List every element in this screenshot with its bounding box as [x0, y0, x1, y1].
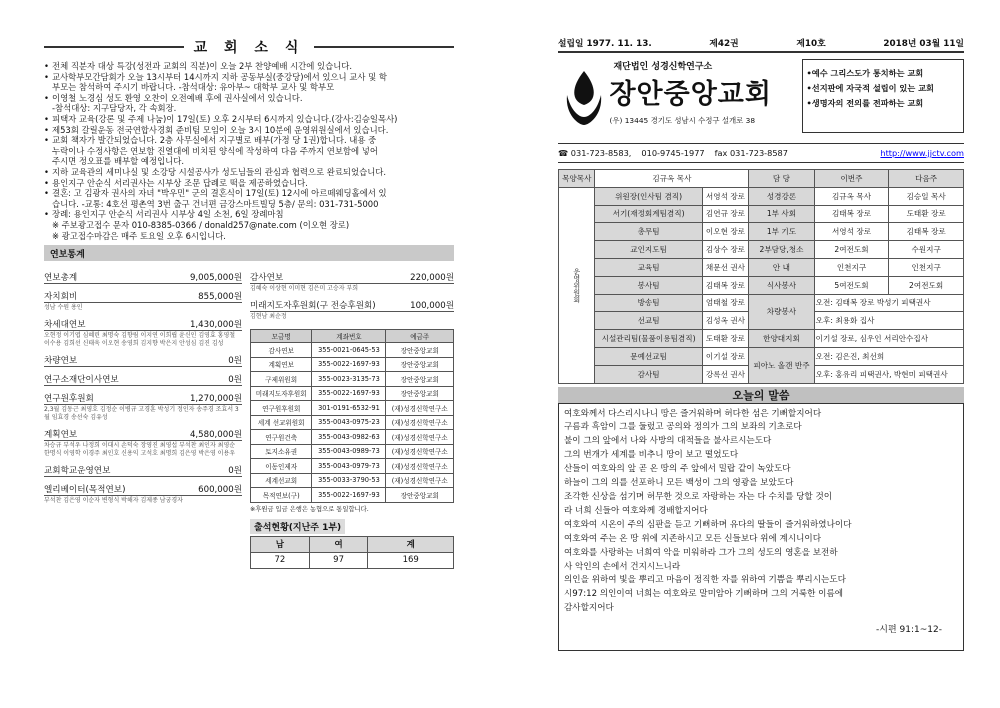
committee-member: 엄태철 장로	[702, 294, 749, 312]
news-item: • 장례: 용인지구 안순식 서리권사 시부상 4일 소천, 6일 장례마침	[44, 209, 454, 220]
account-cell: 토지소유권	[251, 444, 312, 459]
offering-label: 차량연보	[44, 356, 78, 367]
duty-next-week: 인천지구	[889, 258, 964, 276]
news-item: ※ 광고접수마감은 매주 토요일 오후 6시입니다.	[52, 230, 226, 241]
account-row	[251, 386, 454, 401]
vehicle-label: 차량봉사	[749, 294, 814, 330]
offering-label: 미래지도자후원회(구 전승후원회)	[250, 301, 376, 312]
committee-member: 강록선 권사	[702, 365, 749, 383]
attendance-value: 72	[251, 552, 310, 568]
account-table-header	[251, 330, 454, 343]
committee-role: 봉사팀	[595, 276, 702, 294]
news-item: • 용인지구 안순식 서리권사는 시부상 조문 답례로 떡을 제공하였습니다.	[44, 178, 454, 189]
offering-amount: 220,000원	[410, 273, 454, 284]
church-name: 장안중앙교회	[609, 79, 772, 110]
offering-label: 교회학교운영연보	[44, 466, 111, 477]
divider	[44, 46, 184, 48]
offering-label: 엘리베이터(목적연보)	[44, 485, 126, 496]
verse-line: 여호와여 주는 온 땅 위에 지존하시고 모든 신들보다 위에 계시니이다	[564, 533, 822, 544]
offering-row	[250, 271, 454, 284]
committee-role: 선교팀	[595, 312, 702, 330]
left-page	[44, 36, 454, 569]
divider	[314, 46, 454, 48]
duty-next-week: 김승일 목사	[889, 187, 964, 205]
account-cell: (재)성경신학연구소	[386, 401, 454, 416]
staff-row	[559, 258, 964, 276]
account-cell: 세계선교회	[251, 473, 312, 488]
offering-donors: 2,3월 김동근 최영호 김정순 이병규 고경훈 박성기 정인자 송주경 조효서 3월 임효경 송선숙 김유성	[44, 406, 239, 422]
account-cell: (재)성경신학연구소	[386, 459, 454, 474]
offering-amount: 0원	[228, 466, 242, 477]
committee-label: 운영위원회	[559, 187, 595, 383]
next-week-label: 다음주	[889, 170, 964, 188]
offering-column-2-list	[250, 271, 454, 321]
offering-row	[44, 354, 242, 367]
offering-label: 자치회비	[44, 292, 78, 303]
account-column-header: 계좌번호	[312, 330, 386, 343]
this-week-label: 이번주	[814, 170, 889, 188]
offering-donors: 김현남 최순정	[250, 313, 287, 321]
church-logo	[558, 59, 609, 133]
todays-word-box	[558, 403, 964, 651]
account-row	[251, 372, 454, 387]
account-cell: 장안중앙교회	[386, 357, 454, 372]
staff-row	[559, 347, 964, 365]
committee-role: 방송팀	[595, 294, 702, 312]
todays-word-title: 오늘의 말씀	[558, 387, 964, 403]
account-column-header: 모금명	[251, 330, 312, 343]
account-cell: 연구원후원회	[251, 401, 312, 416]
right-page	[558, 36, 964, 651]
duty-next-week: 수원지구	[889, 241, 964, 259]
account-table	[250, 329, 454, 503]
account-cell: 장안중앙교회	[386, 372, 454, 387]
verse-line: 조각한 신상을 섬기며 허무한 것으로 자랑하는 자는 다 수치를 당할 것이	[564, 492, 833, 502]
offering-row	[44, 392, 242, 405]
duty-name: 1부 사회	[749, 205, 814, 223]
staff-row	[559, 170, 964, 188]
flower-label: 한양대지회	[749, 330, 814, 348]
account-row	[251, 473, 454, 488]
offering-amount: 1,270,000원	[189, 394, 242, 405]
vehicle-morning: 오전: 김태복 장로 박성기 피택권사	[814, 294, 963, 312]
news-item: • 피택자 교육(강론 및 주제 나눔)이 17일(토) 오후 2시부터 6시까지 있습니다.(강사:김승일목사)	[44, 114, 454, 125]
account-row	[251, 444, 454, 459]
verse-reference: -시편 91:1~12-	[876, 625, 942, 636]
offering-row	[44, 373, 242, 386]
duty-name: 성경강론	[749, 187, 814, 205]
staff-row	[559, 330, 964, 348]
offering-amount: 0원	[228, 375, 242, 386]
attendance-table	[250, 536, 454, 569]
offering-column-1	[44, 265, 242, 569]
offering-label: 계획연보	[44, 430, 78, 441]
account-cell: 장안중앙교회	[386, 386, 454, 401]
duty-name: 안 내	[749, 258, 814, 276]
committee-member: 서영석 장로	[702, 187, 749, 205]
masthead	[558, 59, 964, 133]
account-cell: 장안중앙교회	[386, 488, 454, 503]
committee-member: 김성옥 권사	[702, 312, 749, 330]
staff-row	[559, 276, 964, 294]
vehicle-afternoon: 오후: 최용화 집사	[814, 312, 963, 330]
news-item: • 제53회 갈릴운동 전국연합사경회 준비팀 모임이 오늘 3시 10분에 운영위원실에서 있습니다.	[44, 125, 454, 136]
motto-line: •생명자의 전의를 전파하는 교회	[806, 98, 924, 108]
committee-member: 이오현 장로	[702, 223, 749, 241]
account-row	[251, 401, 454, 416]
account-cell: 355-0022-1697-93	[312, 386, 386, 401]
church-address: (우) 13445 경기도 성남시 수정구 설개로 38	[609, 116, 756, 125]
account-row	[251, 430, 454, 445]
account-cell: 세계 선교위원회	[251, 415, 312, 430]
attendance-header-cell: 여	[309, 536, 368, 552]
news-item: 부모는 참석하여 주시기 바랍니다. -참석대상: 유아부~ 대학부 교사 및 학부모	[52, 82, 335, 93]
news-item: • 전체 직분자 대상 특강(성전과 교회의 직분)이 오늘 2부 찬양예배 시간에 있습니다.	[44, 61, 454, 72]
verse-list	[564, 408, 958, 617]
offering-amount: 600,000원	[198, 485, 242, 496]
verse-line: 감사할지어다	[564, 603, 614, 614]
attendance-header-cell: 계	[368, 536, 454, 552]
offering-label: 연보총계	[44, 273, 78, 284]
account-table-body	[251, 343, 454, 503]
verse-line: 여호와를 사랑하는 너희여 악을 미워하라 그가 그의 성도의 영혼을 보전하	[564, 547, 838, 558]
account-cell: 연구원건축	[251, 430, 312, 445]
duty-next-week: 도태환 장로	[889, 205, 964, 223]
news-item: • 이영철 노경심 성도 환영 오찬이 오전예배 후에 권사실에서 있습니다.	[44, 93, 454, 104]
offering-label: 차세대연보	[44, 320, 86, 331]
volume: 제42권	[709, 39, 739, 49]
duty-this-week: 김규옥 목사	[814, 187, 889, 205]
account-cell: 감사연보	[251, 343, 312, 358]
duty-next-week: 2여전도회	[889, 276, 964, 294]
staff-row	[559, 223, 964, 241]
duty-name: 식사봉사	[749, 276, 814, 294]
offering-label: 연구원후원회	[44, 394, 94, 405]
verse-line: 그의 번개가 세계를 비추니 땅이 보고 떨었도다	[564, 450, 739, 461]
duty-name: 2부담당,청소	[749, 241, 814, 259]
offering-row	[44, 290, 242, 303]
account-cell: 355-0021-0645-53	[312, 343, 386, 358]
duty-name: 1부 기도	[749, 223, 814, 241]
bulletin-header	[558, 36, 964, 53]
offering-donors: 부석찬 김은영 이순자 변형식 박해자 김제종 남궁경자	[44, 497, 183, 505]
pastor-name: 김규옥 목사	[595, 170, 749, 188]
offering-stats-title: 연보통계	[44, 245, 454, 261]
account-row	[251, 343, 454, 358]
news-item: • 지하 교육관의 세미나실 및 소강당 시설공사가 성도님들의 관심과 협력으로 완료되었습니다.	[44, 167, 454, 178]
news-item: 누락이나 수정사항은 연보함 진열대에 비치된 양식에 작성하여 다음 주까지 연보함에 넣어	[52, 145, 378, 156]
staff-row	[559, 187, 964, 205]
offering-donors: 김혜숙 이상현 이미현 김은미 고승자 부희	[250, 285, 359, 293]
duty-this-week: 인천지구	[814, 258, 889, 276]
account-cell: 목적연보(구)	[251, 488, 312, 503]
offering-row	[250, 299, 454, 312]
committee-member: 이기설 장로	[702, 347, 749, 365]
committee-member: 도태환 장로	[702, 330, 749, 348]
committee-role: 교육팀	[595, 258, 702, 276]
verse-line: 사 악인의 손에서 건지시느니라	[564, 561, 681, 572]
account-note: ※후원금 입금 은행은 농협으로 통일합니다.	[250, 505, 369, 513]
website-link[interactable]: http://www.jjctv.com	[880, 148, 964, 158]
offering-row	[44, 271, 242, 284]
duty-this-week: 5여전도회	[814, 276, 889, 294]
account-row	[251, 459, 454, 474]
attendance-header	[251, 536, 454, 552]
committee-role: 서기(재정회계팀겸직)	[595, 205, 702, 223]
piano-morning: 오전: 김은진, 최선희	[814, 347, 963, 365]
account-cell: (재)성경신학연구소	[386, 415, 454, 430]
church-news-title: 교 회 소 식	[193, 40, 305, 56]
account-row	[251, 415, 454, 430]
staff-row	[559, 294, 964, 312]
staff-row	[559, 241, 964, 259]
flower-servers: 이기설 장로, 심우인 서리안수집사	[814, 330, 963, 348]
offering-section	[44, 265, 454, 569]
account-cell: 미래지도자후원회	[251, 386, 312, 401]
offering-label: 연구소재단이사연보	[44, 375, 119, 386]
account-cell: 355-0043-0979-73	[312, 459, 386, 474]
account-cell: (재)성경신학연구소	[386, 444, 454, 459]
staff-row	[559, 205, 964, 223]
pastor-label: 목양목사	[559, 170, 595, 188]
attendance-value: 97	[309, 552, 368, 568]
news-item: ※ 주보광고접수 문자 010-8385-0366 / donald257@nate.com (이오현 장로)	[52, 219, 350, 230]
account-cell: 355-0022-1697-93	[312, 488, 386, 503]
duty-this-week: 2여전도회	[814, 241, 889, 259]
piano-afternoon: 오후: 홍유리 피택권사, 박현미 피택권사	[814, 365, 963, 383]
attendance-values	[251, 552, 454, 568]
offering-amount: 9,005,000원	[189, 273, 242, 284]
issue: 제10호	[796, 39, 826, 49]
account-cell: 301-0191-6532-91	[312, 401, 386, 416]
offering-donors: 성남 수원 용인	[44, 304, 83, 312]
phone-number: ☎ 031-723-8583,	[558, 148, 632, 158]
verse-line: 불이 그의 앞에서 나와 사방의 대적들을 불사르시는도다	[564, 436, 772, 447]
committee-role: 위원장(인사팀 겸직)	[595, 187, 702, 205]
verse-line: 구름과 흑암이 그를 둘렀고 공의와 정의가 그의 보좌의 기초로다	[564, 422, 802, 433]
news-item: • 교회 책자가 발간되었습니다. 2층 사무실에서 지구별로 배부(가정 당 1권)합니다. 내용 중	[44, 135, 454, 146]
church-name-block	[609, 59, 797, 133]
attendance-header-cell: 남	[251, 536, 310, 552]
account-cell: 355-0022-1697-93	[312, 357, 386, 372]
church-news-header	[44, 36, 454, 58]
verse-line: 하늘이 그의 의를 선포하니 모든 백성이 그의 영광을 보았도다	[564, 478, 794, 489]
mobile-number: 010-9745-1977	[641, 148, 705, 158]
account-cell: 계획연보	[251, 357, 312, 372]
offering-amount: 855,000원	[198, 292, 242, 303]
motto-line: •예수 그리스도가 통치하는 교회	[806, 68, 924, 78]
news-list	[44, 61, 454, 241]
account-cell: 장안중앙교회	[386, 343, 454, 358]
news-item: 주시면 정오표를 배부할 예정입니다.	[52, 156, 185, 167]
offering-donors: 오현정 이기엽 심혜린 최명숙 김향림 이지연 이희립 윤신인 김영효 홍영철 이수용 김희선 신태욱 이오현 송영희 김지향 박은지 안성심 김진 김성	[44, 332, 236, 348]
account-cell: 이동인제자	[251, 459, 312, 474]
verse-line: 의인을 위하여 빛을 뿌리고 마음이 정직한 자를 위하여 기쁨을 뿌리시는도다	[564, 575, 846, 586]
attendance-title: 출석현황(지난주 1부)	[250, 519, 345, 534]
offering-amount: 1,430,000원	[189, 320, 242, 331]
account-cell: 355-0033-3790-53	[312, 473, 386, 488]
duty-this-week: 서영석 장로	[814, 223, 889, 241]
offering-row	[44, 464, 242, 477]
verse-line: 시97:12 의인이여 너희는 여호와로 말미암아 기뻐하며 그의 거룩한 이름에	[564, 589, 844, 600]
account-cell: (재)성경신학연구소	[386, 430, 454, 445]
duty-next-week: 김태복 장로	[889, 223, 964, 241]
committee-role: 총무팀	[595, 223, 702, 241]
account-cell: 355-0043-0975-23	[312, 415, 386, 430]
account-cell: 355-0043-0989-73	[312, 444, 386, 459]
committee-role: 감사팀	[595, 365, 702, 383]
attendance-value: 169	[368, 552, 454, 568]
account-cell: 355-0043-0982-63	[312, 430, 386, 445]
verse-line: 라 너희 신들아 여호와께 경배할지어다	[564, 505, 708, 516]
account-cell: 355-0023-3135-73	[312, 372, 386, 387]
news-item: 습니다. -교통: 4호선 평촌역 3번 출구 건너편 금강스마트빌딩 5층/ 문의: 031-731-5000	[52, 198, 379, 209]
account-column-header: 예금주	[386, 330, 454, 343]
committee-member: 김태복 장로	[702, 276, 749, 294]
account-cell: (재)성경신학연구소	[386, 473, 454, 488]
piano-label: 피아노 올갠 반주	[749, 347, 814, 383]
committee-member: 김연규 장로	[702, 205, 749, 223]
offering-row	[44, 428, 242, 441]
news-item: • 결혼: 고 김광자 권사의 자녀 "박우민" 군의 결혼식이 17일(토) 12시에 아르떼웨딩홀에서 있	[44, 188, 454, 199]
verse-line: 산들이 여호와의 앞 곧 온 땅의 주 앞에서 밀랍 같이 녹았도다	[564, 464, 791, 475]
offering-label: 감사연보	[250, 273, 284, 284]
staff-table	[558, 169, 964, 384]
duty-this-week: 김태복 장로	[814, 205, 889, 223]
offering-amount: 4,580,000원	[189, 430, 242, 441]
offering-column-2	[250, 265, 454, 569]
news-item: -참석대상: 지구담당자, 각 속회장.	[52, 103, 177, 114]
founded-date: 설립일 1977. 11. 13.	[558, 39, 652, 49]
account-cell: 구제위원회	[251, 372, 312, 387]
committee-member: 김상수 장로	[702, 241, 749, 259]
account-row	[251, 488, 454, 503]
account-row	[251, 357, 454, 372]
offering-donors: 차승규 부석우 나정희 이대시 손덕숙 장영진 최영섭 부석찬 최인자 최영순 한명식 이영학 이경주 최인호 신용익 고석호 최명희 김은영 박은영 이용우	[44, 442, 236, 458]
issue-date: 2018년 03월 11일	[883, 39, 964, 49]
duty-label: 담 당	[749, 170, 814, 188]
committee-role: 교인지도팀	[595, 241, 702, 259]
verse-line: 여호와여 시온이 주의 심판을 듣고 기뻐하며 유다의 딸들이 즐거워하였나이다	[564, 519, 852, 530]
offering-row	[44, 483, 242, 496]
committee-role: 문예선교팀	[595, 347, 702, 365]
news-item: • 교사학부모간담회가 오늘 13시부터 14시까지 지하 공동부실(중강당)에서 있으니 교사 및 학	[44, 72, 454, 83]
motto-line: •선지판에 자국적 설립이 있는 교회	[806, 83, 934, 93]
contact-bar	[558, 143, 964, 163]
committee-member: 채문선 권사	[702, 258, 749, 276]
verse-line: 여호와께서 다스리시나니 땅은 즐거워하며 허다한 섬은 기뻐할지어다	[564, 408, 822, 419]
foundation-name: 재단법인 성경신학연구소	[613, 62, 713, 72]
committee-role: 시설관리팀(물품이용팀겸직)	[595, 330, 702, 348]
offering-amount: 0원	[228, 356, 242, 367]
motto-box	[802, 59, 964, 133]
offering-amount: 100,000원	[410, 301, 454, 312]
offering-row	[44, 318, 242, 331]
fax-number: fax 031-723-8587	[714, 148, 788, 158]
